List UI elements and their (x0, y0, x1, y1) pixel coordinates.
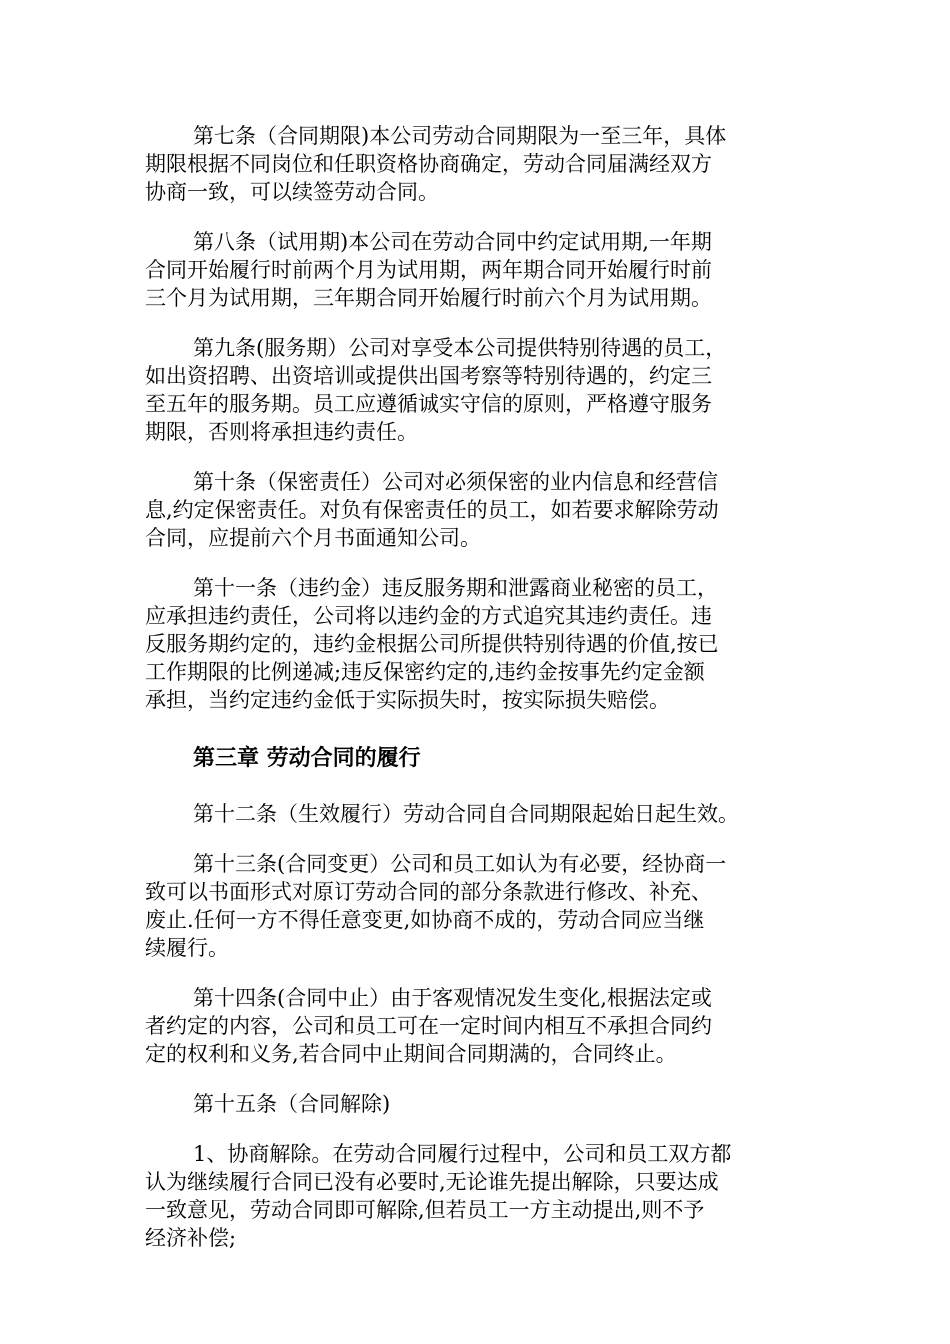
article-15-heading: 第十五条（合同解除) (193, 1092, 391, 1116)
article-14-paragraph: 第十四条(合同中止）由于客观情况发生变化,根据法定或 者约定的内容，公司和员工可在一定时间内相互不承担合同约 定的权利和义务,若合同中止期间合同期满的，合同终止。 (145, 986, 712, 1066)
document-page (145, 122, 805, 1252)
chapter-3-heading: 第三章 劳动合同的履行 (193, 746, 421, 771)
article-15-item-1: 1、协商解除。在劳动合同履行过程中，公司和员工双方都 认为继续履行合同已没有必要时,无论谁先提出解除，只要达成 一致意见，劳动合同即可解除,但若员工一方主动提出,则不予 经济补偿; (145, 1142, 732, 1250)
article-9-paragraph: 第九条(服务期）公司对享受本公司提供特别待遇的员工， 如出资招聘、出资培训或提供出国考察等特别待遇的，约定三 至五年的服务期。员工应遵循诚实守信的原则，严格遵守服务 期限，否则将承担违约责任。 (145, 336, 727, 444)
article-10-paragraph: 第十条（保密责任）公司对必须保密的业内信息和经营信 息,约定保密责任。对负有保密责任的员工，如若要求解除劳动 合同，应提前六个月书面通知公司。 (145, 470, 719, 550)
article-7-paragraph: 第七条（合同期限)本公司劳动合同期限为一至三年，具体 期限根据不同岗位和任职资格协商确定，劳动合同届满经双方 协商一致，可以续签劳动合同。 (145, 124, 727, 204)
article-11-paragraph: 第十一条（违约金）违反服务期和泄露商业秘密的员工， 应承担违约责任，公司将以违约金的方式追究其违约责任。违 反服务期约定的，违约金根据公司所提供特别待遇的价值,按已 工作期限的比例递减;违反保密约定的,违约金按事先约定金额 承担，当约定违约金低于实际损失时，按实际损失赔偿。 (145, 576, 719, 712)
article-13-paragraph: 第十三条(合同变更）公司和员工如认为有必要，经协商一 致可以书面形式对原订劳动合同的部分条款进行修改、补充、 废止.任何一方不得任意变更,如协商不成的，劳动合同应当继 续履行。 (145, 852, 727, 960)
article-12-paragraph: 第十二条（生效履行）劳动合同自合同期限起始日起生效。 (193, 802, 739, 826)
article-8-paragraph: 第八条（试用期)本公司在劳动合同中约定试用期,一年期 合同开始履行时前两个月为试用期，两年期合同开始履行时前 三个月为试用期，三年期合同开始履行时前六个月为试用期。 (145, 230, 712, 310)
